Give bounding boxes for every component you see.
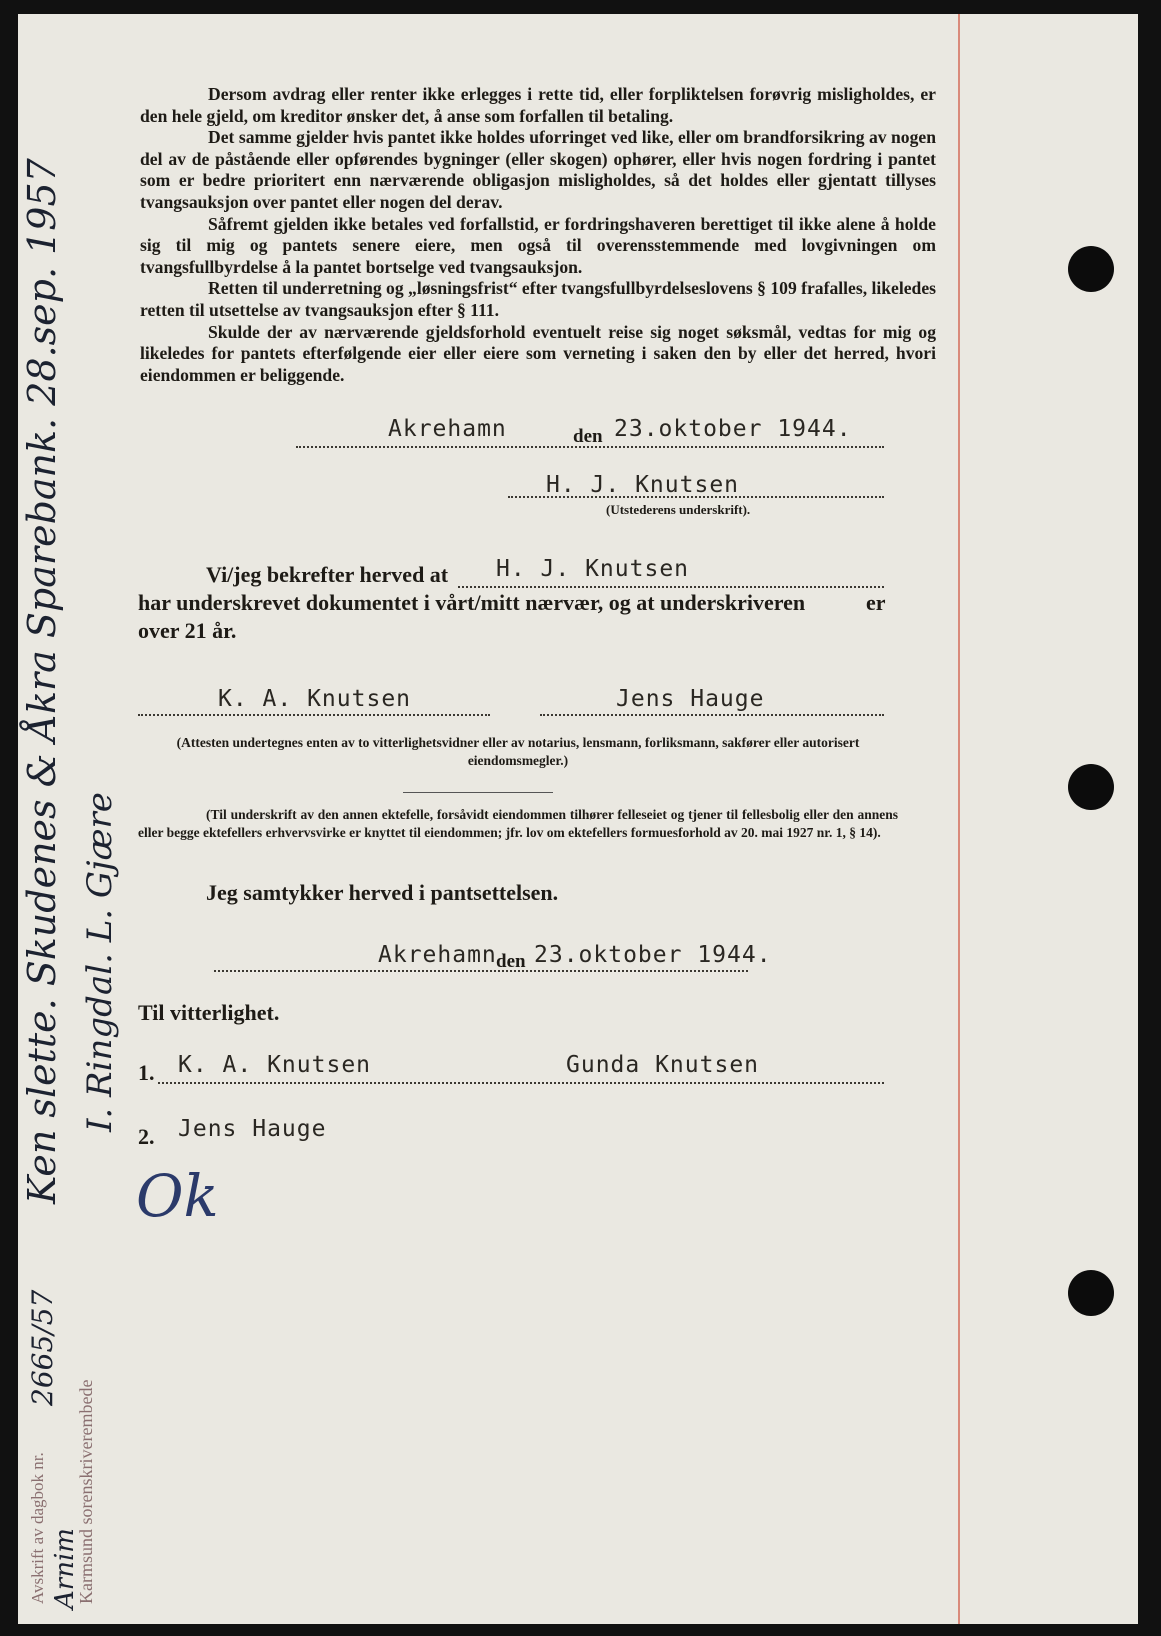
witness-line [158,1082,884,1084]
den-label: den [496,951,526,972]
paragraph: Det samme gjelder hvis pantet ikke holdes uforringet ved like, eller om brandforsikring av nogen del av de påstående eller opførendes bygninger (eller skogen) ophører, eller hvis nogen fordring i pantet som er bedre prioritert enn nærværende obligasjon misligholdes, så det holdes eller gjentatt tillyses tvangsauksjon over pantet eller nogen del derav. [140,127,936,212]
handwritten-margin-note: Ken slette. Skudenes & Åkra Sparebank. 28.sep. 1957 [20,158,64,1204]
witness-1: K. A. Knutsen [218,686,412,712]
paragraph: Dersom avdrag eller renter ikke erlegges i rette tid, eller forpliktelsen forøvrig misligholdes, er den hele gjeld, om kreditor ønsker det, å anse som forfallen til betaling. [140,84,936,126]
confirmation-line2-end: er [866,590,886,615]
witness-2: Jens Hauge [616,686,765,712]
witness-number: 1. [138,1060,155,1085]
consent-text: Jeg samtykker herved i pantsettelsen. [206,880,559,905]
den-label: den [573,426,603,447]
date-line [214,970,748,972]
punch-hole [1068,764,1114,810]
stamp-text: Karmsund sorenskriverembede [76,1379,96,1604]
witness-heading: Til vitterlighet. [138,1000,280,1025]
signature-caption: (Utstederens underskrift). [606,502,751,517]
witness-1-name: K. A. Knutsen [178,1052,372,1078]
handwritten-margin-note: I. Ringdal. L. Gjære [80,792,120,1132]
confirmation-prefix: Vi/jeg bekrefter herved at [206,562,449,587]
stamp-text: Avskrift av dagbok nr. [28,1452,47,1604]
witness-line [540,714,884,716]
paragraph: Skulde der av nærværende gjeldsforhold eventuelt reise sig noget søksmål, vedtas for mig og likeledes for pantets efterfølgende eier eller eiere som verneting i saken den by eller det herred, hvori eiendommen er beliggende. [140,321,936,385]
separator [403,792,553,793]
witness-1-sig: Gunda Knutsen [566,1052,760,1078]
spouse-date: 23.oktober 1944. [534,942,772,968]
witness-2-name: Jens Hauge [178,1116,327,1142]
red-margin-line [958,14,960,1624]
witness-number: 2. [138,1124,155,1149]
punch-hole [1068,246,1114,292]
confirmation-line3: over 21 år. [138,618,237,643]
confirmation-line [458,586,884,588]
stamp-signature: Arnim [50,1528,80,1609]
punch-hole [1068,1270,1114,1316]
body-text [140,84,936,386]
spouse-place: Akrehamn [378,942,497,968]
paragraph: Såfremt gjelden ikke betales ved forfallstid, er fordringshaveren berettiget til ikke alene å holde sig til mig og pantets senere eiere, men også til overensstemmende med lovgivningen om tvangsfullbyrdelse å la pantet bortselge ved tvangsauksjon. [140,213,936,277]
issuer-date: 23.oktober 1944. [614,416,852,442]
attestation-note: (Attesten undertegnes enten av to vitterlighetsvidner eller av notarius, lensmann, forliksmann, sakfører eller autorisert eiendomsmegler.) [176,735,860,768]
dagbok-number: 2665/57 [26,1289,59,1406]
confirmation-line2: har underskrevet dokumentet i vårt/mitt nærvær, og at underskriveren [138,590,806,615]
confirmation-name: H. J. Knutsen [496,556,690,582]
witness-line [138,714,490,716]
spouse-note: (Til underskrift av den annen ektefelle, forsåvidt eiendommen tilhører felleseiet og tjener til fellesbolig eller den annens eller begge ektefellers erhvervsvirke er knyttet til eiendommen; jfr. lov om ektefellers formuesforhold av 20. mai 1927 nr. 1, § 14). [138,807,898,840]
document-page [18,14,1138,1624]
initials: Ok [136,1162,219,1230]
issuer-signature: H. J. Knutsen [546,472,740,498]
issuer-place: Akrehamn [388,416,507,442]
paragraph: Retten til underretning og „løsningsfrist“ efter tvangsfullbyrdelseslovens § 109 frafalles, likeledes retten til utsettelse av tvangsauksjon efter § 111. [140,278,936,320]
